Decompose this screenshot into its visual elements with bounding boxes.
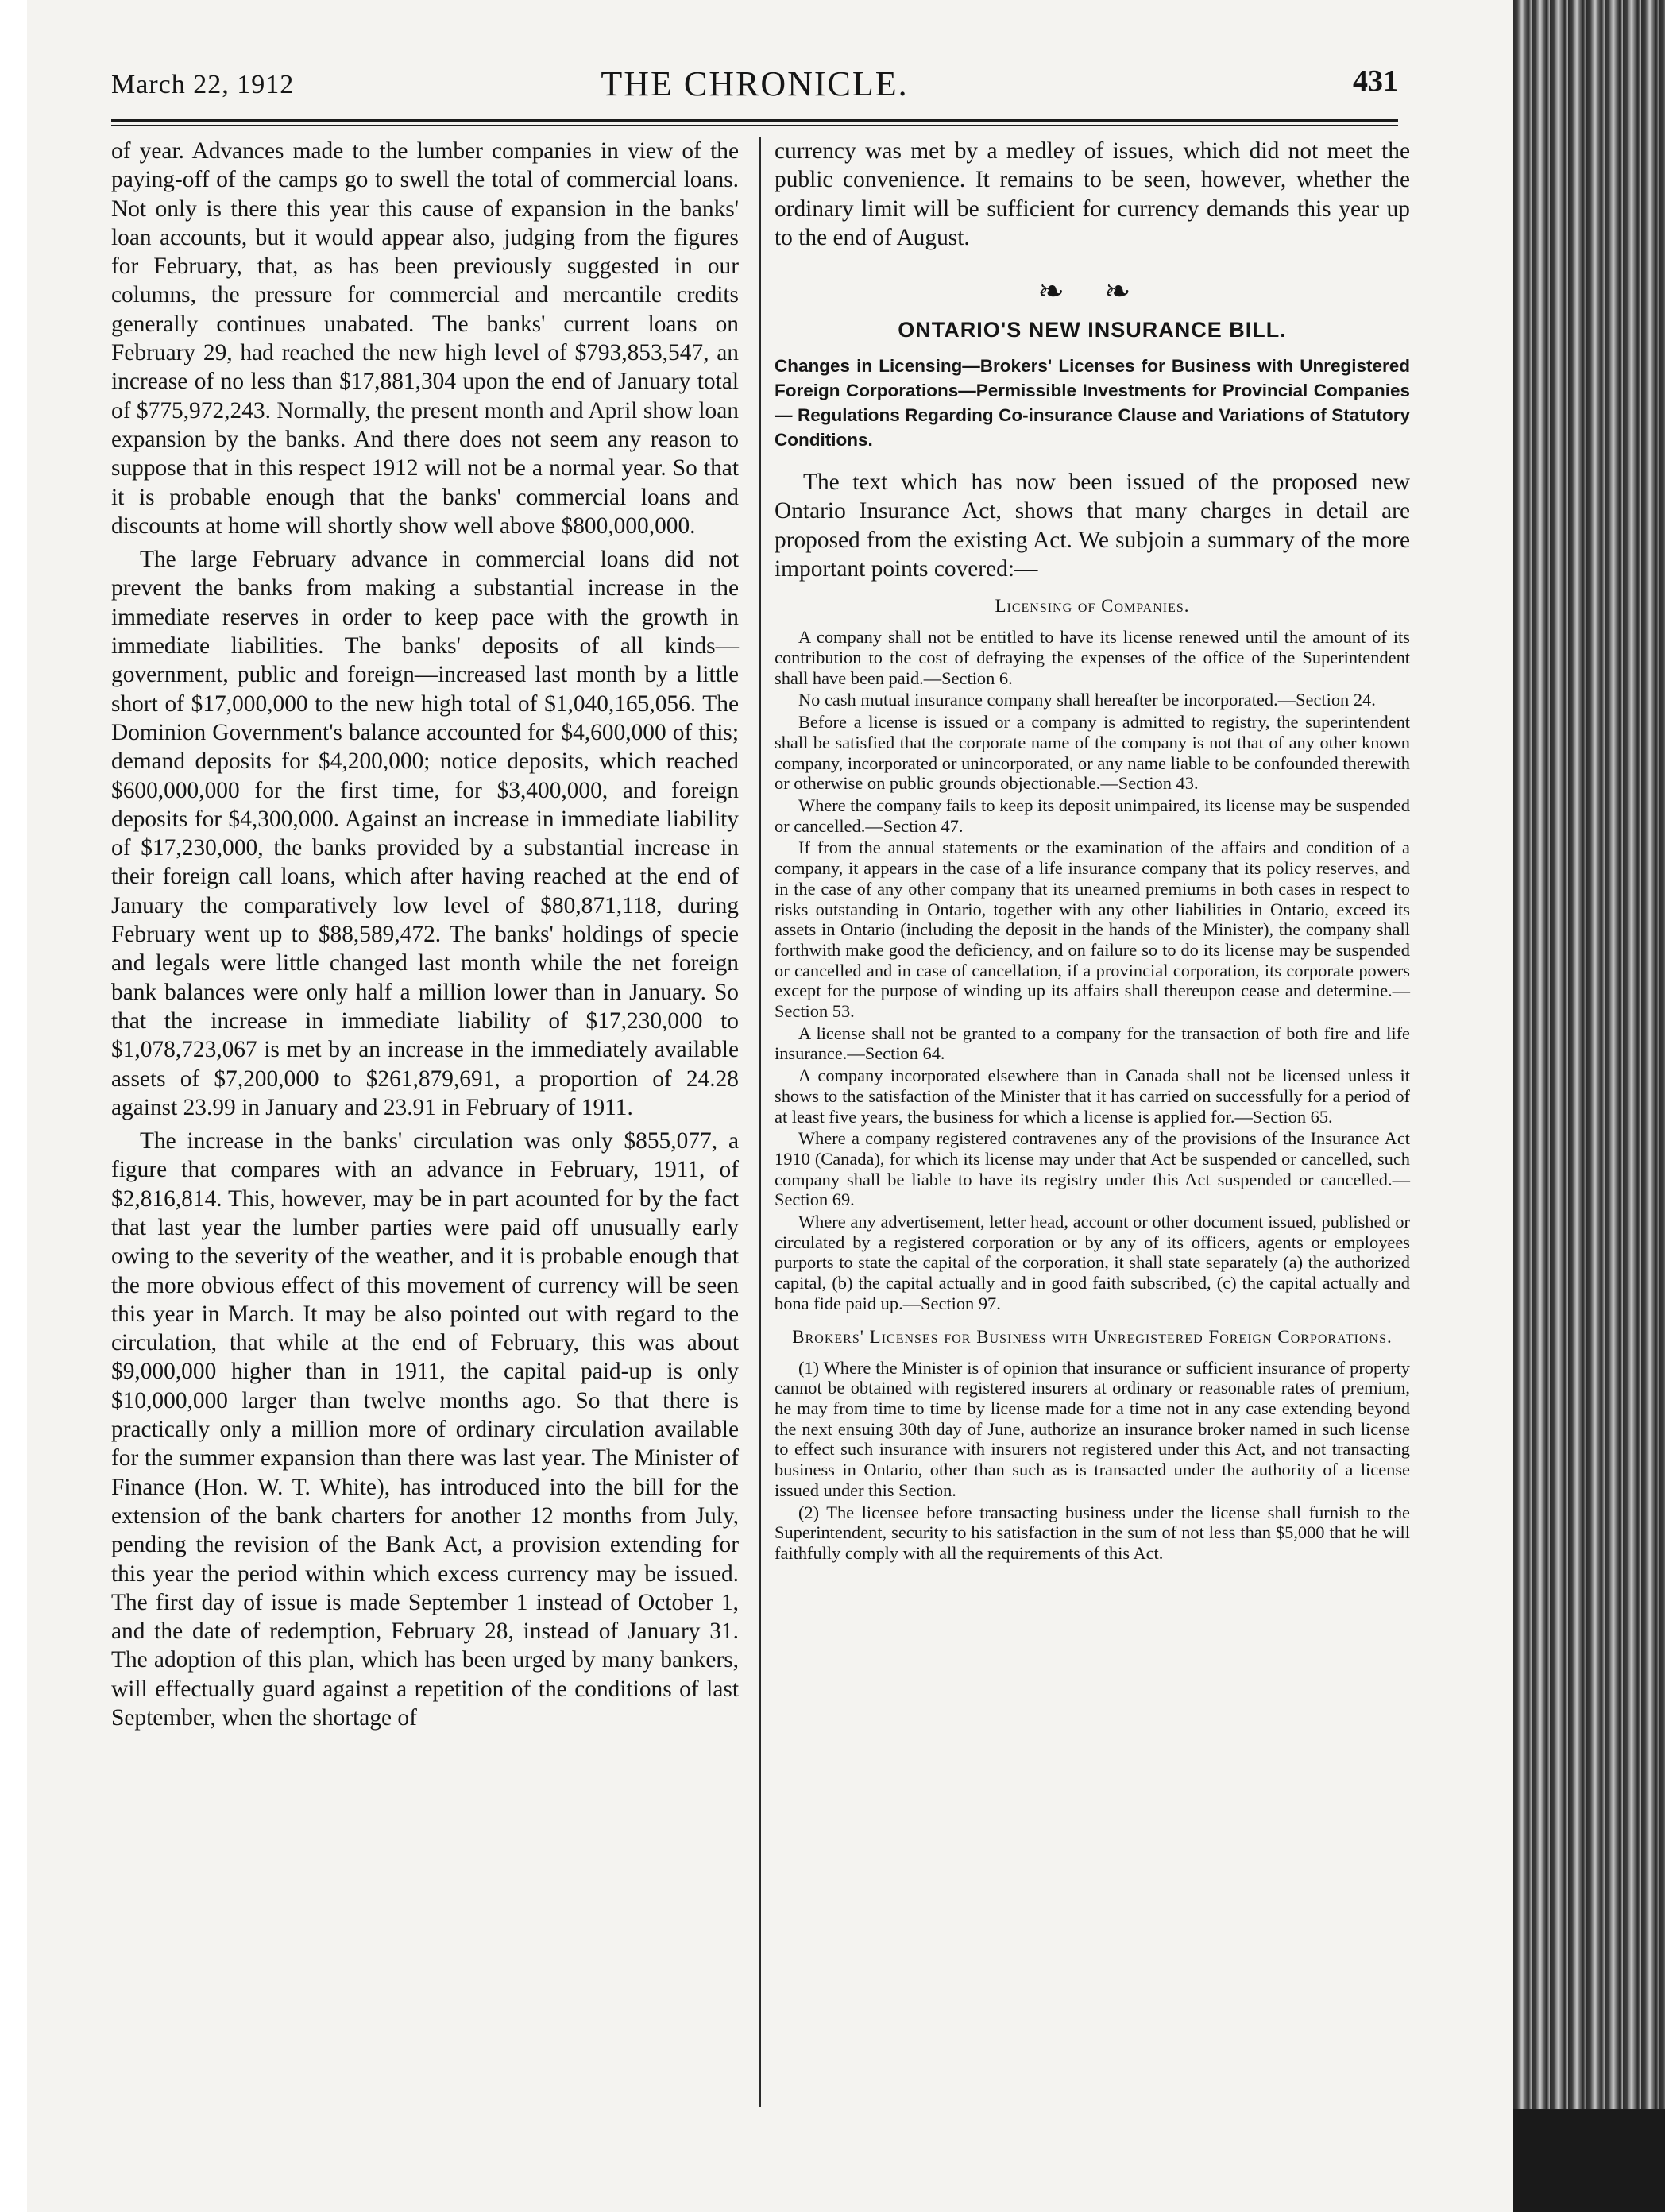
provision-paragraph: A company incorporated elsewhere than in Canada shall not be licensed unless it shows to the satisfaction of the Minister that it has carried on successfully for a period of at least five years, the business for which a license is applied for.—Section 65. [775, 1065, 1410, 1127]
provision-paragraph: A license shall not be granted to a company for the transaction of both fire and life insurance.—Section 64. [775, 1023, 1410, 1064]
article-paragraph: of year. Advances made to the lumber companies in view of the paying-off of the camps go to swell the total of commercial loans. Not only is there this year this cause of expansion in the banks' loan accounts, but it would appear also, judging from the figures for February, that, as has been previously suggested in our columns, the pressure for commercial and mercantile credits generally continues unabated. The banks' current loans on February 29, had reached the new high level of $793,853,547, an increase of no less than $17,881,304 upon the end of January total of $775,972,243. Normally, the present month and April show loan expansion by the banks. And there does not seem any reason to suppose that in this respect 1912 will not be a normal year. So that it is probable enough that the banks' commercial loans and discounts at home will shortly show well above $800,000,000. [111, 138, 739, 539]
article-paragraph: The large February advance in commercial loans did not prevent the banks from making a substantial increase in the immediate reserves in order to keep pace with the growth in immediate liabilities. The banks' deposits of all kinds—government, public and foreign—increased last month by a little short of $17,000,000 to the new high total of $1,040,165,056. The Dominion Government's balance accounted for $4,600,000 of this; demand deposits for $4,200,000; notice deposits, which reached $600,000,000 for the first time, for $3,400,000, and foreign deposits for $4,300,000. Against an increase in immediate liability of $17,230,000, the banks provided by a substantial increase in their foreign call loans, which after having reached at the end of January the comparatively low level of $80,871,118, during February went up to $88,589,472. The banks' holdings of specie and legals were little changed last month while the net foreign bank balances were only half a million lower than in January. So that the increase in immediate liability of $17,230,000 to $1,078,723,067 is met by an increase in the immediately available assets of $7,200,000 to $261,879,691, a proportion of 24.28 against 23.99 in January and 23.91 in February of 1911. [111, 547, 739, 1120]
article-paragraph: The increase in the banks' circulation was only $855,077, a figure that compares with an advance in February, 1911, of $2,816,814. This, however, may be in part acounted for by the fact that last year the lumber parties were paid off unusually early owing to the severity of the weather, and it is probable enough that the more obvious effect of this movement of currency will be seen this year in March. It may be also pointed out with regard to the circulation, that while at the end of February, this was about $9,000,000 higher than in 1911, the capital paid-up is only $10,000,000 larger than twelve months ago. So that there is practically only a million more of ordinary circulation available for the summer expansion than there was last year. The Minister of Finance (Hon. W. T. White), has introduced into the bill for the extension of the bank charters for another 12 months from July, pending the revision of the Bank Act, a provision extending for this year the period within which excess currency may be issued. The first day of issue is made September 1 instead of October 1, and the date of redemption, February 28, instead of January 31. The adoption of this plan, which has been urged by many bankers, will effectually guard against a repetition of the conditions of last September, when the shortage of [111, 1128, 739, 1731]
provision-paragraph: No cash mutual insurance company shall hereafter be incorporated.—Section 24. [798, 690, 1376, 710]
article-subtitle: Changes in Licensing—Brokers' Licenses for Business with Unregistered Foreign Corporations—Permissible Investments for Provincial Companies— Regulations Regarding Co-insurance Clause and Variations of Statutory Conditions. [775, 356, 1410, 451]
provision-paragraph: Before a license is issued or a company is admitted to registry, the superintendent shall be satisfied that the corporate name of the company is not that of any other known company, incorporated or unincorporated, or any name liable to be confounded therewith or otherwise on public grounds objectionable.—Section 43. [775, 712, 1410, 794]
publication-title: THE CHRONICLE. [601, 64, 909, 103]
provision-paragraph: A company shall not be entitled to have its license renewed until the amount of its contribution to the cost of defraying the expenses of the office of the Superintendent shall have been paid.—Section 6. [775, 627, 1410, 688]
provision-paragraph: If from the annual statements or the examination of the affairs and condition of a company, it appears in the case of a life insurance company that its policy reserves, and in the case of any other company that its unearned premiums in both cases in respect to risks outstanding in Ontario, together with any other liabilities in Ontario, exceed its assets in Ontario (including the deposit in the hands of the Minister), the company shall forthwith make good the deficiency, and on failure so to do its license may be suspended or cancelled and in case of cancellation, if a provincial corporation, its corporate powers except for the purpose of winding up its affairs shall thereupon cease and determine.—Section 53. [775, 837, 1410, 1022]
left-margin-strip [0, 0, 27, 2212]
page-number: 431 [1353, 64, 1398, 98]
provision-paragraph: Where the company fails to keep its deposit unimpaired, its license may be suspended or cancelled.—Section 47. [775, 795, 1410, 836]
issue-date: March 22, 1912 [111, 70, 295, 99]
section-heading-licensing: Licensing of Companies. [995, 596, 1190, 617]
continued-paragraph: currency was met by a medley of issues, which did not meet the public convenience. It remains to be seen, however, whether the ordinary limit will be sufficient for currency demands this year up to the end of August. [775, 138, 1410, 250]
article-title: ONTARIO'S NEW INSURANCE BILL. [898, 318, 1287, 342]
provision-paragraph: Where a company registered contravenes any of the provisions of the Insurance Act 1910 (Canada), for which its license may under that Act be suspended or cancelled, such company shall be liable to have its registry under this Act suspended or cancelled.—Section 69. [775, 1128, 1410, 1210]
provision-paragraph: Where any advertisement, letter head, account or other document issued, published or circulated by a registered corporation or by any of its officers, agents or employees purports to state the capital of the corporation, it shall state separately (a) the authorized capital, (b) the capital actually and in good faith subscribed, (c) the capital actually and bona fide paid up.—Section 97. [775, 1212, 1410, 1313]
section-ornament: ❧ ❧ [1037, 273, 1147, 310]
book-page-edges [1513, 0, 1665, 2212]
header-rule-thin [111, 125, 1398, 126]
provision-paragraph: (1) Where the Minister is of opinion that insurance or sufficient insurance of property cannot be obtained with registered insurers at ordinary or reasonable rates of premium, he may from time to time by license made for a time not in any case extending beyond the next ensuing 30th day of June, authorize an insurance broker named in such license to effect such insurance with insurers not registered under this Act, and not transacting business in Ontario, other than such as is transacted under the authority of a license issued under this Section. [775, 1357, 1410, 1500]
column-divider [759, 137, 761, 2107]
page-header [111, 56, 1398, 103]
header-rule [111, 119, 1398, 122]
left-column [111, 137, 739, 1737]
right-column [775, 137, 1410, 1565]
article-intro: The text which has now been issued of the proposed new Ontario Insurance Act, shows that many charges in detail are proposed from the existing Act. We subjoin a summary of the more important points covered:— [775, 470, 1410, 582]
provision-paragraph: (2) The licensee before transacting business under the license shall furnish to the Superintendent, security to his satisfaction in the sum of not less than $5,000 that he will faithfully comply with all the requirements of this Act. [775, 1502, 1410, 1563]
section-heading-brokers: Brokers' Licenses for Business with Unregistered Foreign Corporations. [792, 1326, 1393, 1347]
